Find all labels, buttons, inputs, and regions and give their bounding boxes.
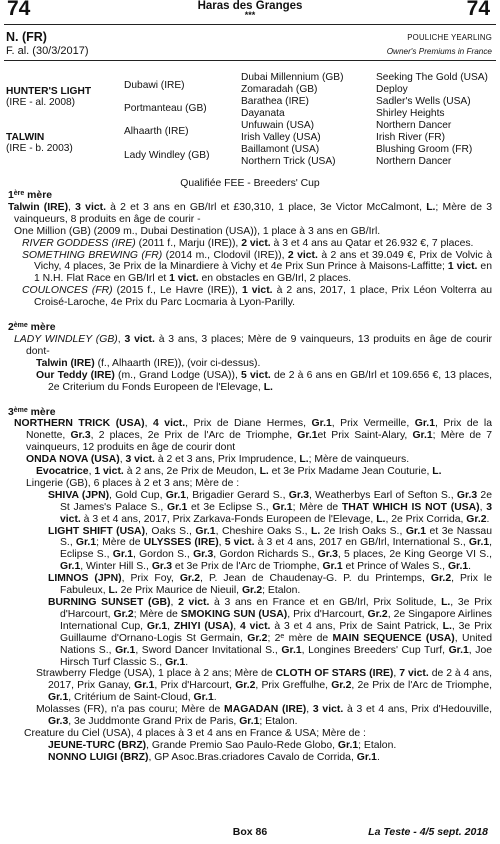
third-dam-grandproduce-1: SHIVA (JPN), Gold Cup, Gr.1, Brigadier Gerard S., Gr.3, Weatherbys Earl of Sefton S., Gr.3 2e St James's Palace S., Gr.1 et 3e Eclipse S., Gr.1; Mère de THAT WHICH IS NOT (USA), 3 vict. à 3 et 4 ans, 2017, Prix Zarkava-Fonds Europeen de l'Elevage, L., 2e Prix Corrida, Gr.2. [48,489,493,525]
pedigree-gen4-1: Seeking The Gold (USA) [376,72,488,83]
sire-name: HUNTER'S LIGHT [6,86,92,97]
third-dam-produce-3: Creature du Ciel (USA), 4 places à 3 et 4 ans en France & USA; Mère de : [24,727,366,739]
pedigree-gen4-2: Deploy [376,84,408,95]
pedigree-gen4-6: Irish River (FR) [376,132,446,143]
third-dam-produce-2-note: Lingerie (GB), 6 places à 2 et 3 ans; Mère de : [26,477,240,489]
third-dam-grandproduce-8: NONNO LUIGI (BRZ), GP Asoc.Bras.criadores Cavalo de Corrida, Gr.1. [48,751,380,763]
second-dam-produce-2: Our Teddy (IRE) (m., Grand Lodge (USA)), 5 vict. de 2 à 6 ans en GB/Irl et 109.656 €, 13 places, 2e Criterium du Fonds Europeen de l'Elevage, L. [36,369,492,393]
third-dam-grandproduce-3: LIMNOS (JPN), Prix Foy, Gr.2, P. Jean de Chaudenay-G. P. du Printemps, Gr.2, Prix le Fabuleux, L. 2e Prix Maurice de Nieuil, Gr.2; Etalon. [48,573,492,597]
stud-name: Haras des Granges [197,0,303,12]
pedigree-gen3-5: Unfuwain (USA) [241,120,315,131]
first-dam-produce-3: SOMETHING BREWING (FR) (2014 m., Clodovil (IRE)), 2 vict. à 2 ans et 39.049 €, Prix de Volvic à Vichy, 4 places, 3e Prix de la Minardiere à Vichy et 4e Prix Sun Prince à Maisons-Laffitte; 1 vict. en 1 N.H. Flat Race en GB/Irl et 1 vict. en obstacles en GB/Irl, 2 places. [22,249,492,285]
sale-location-date: La Teste - 4/5 sept. 2018 [368,826,488,838]
pedigree-gen3-4: Dayanata [241,108,285,119]
third-dam-grandproduce-5: Strawberry Fledge (USA), 1 place à 2 ans; Mère de CLOTH OF STARS (IRE), 7 vict. de 2 à 4 ans, 2017, Prix Ganay, Gr.1, Prix d'Harcourt, Gr.2, Prix Greffulhe, Gr.2, 2e Prix de l'Arc de Triomphe, Gr.1, Critérium de Saint-Cloud, Gr.1. [36,668,493,704]
third-dam-grandproduce-4: BURNING SUNSET (GB), 2 vict. à 3 ans en France et en GB/Irl, Prix Solitude, L., 3e Prix d'Harcourt, Gr.2; Mère de SMOKING SUN (USA), Prix d'Harcourt, Gr.2, 2e Singapore Airlines International Cup, Gr.1, ZHIYI (USA), 4 vict. à 3 et 4 ans, Prix de Saint Patrick, L., 3e Prix Guillaume d'Ornano-Logis St Germain, Gr.2; 2e mère de MAIN SEQUENCE (USA), United Nations S., Gr.1, Sword Dancer Invitational S., Gr.1, Longines Breeders' Cup Turf, Gr.1, Joe Hirsch Turf Classic S., Gr.1. [48,597,492,668]
pedigree-gen3-1: Dubai Millennium (GB) [241,72,344,83]
pedigree-gen4-3: Sadler's Wells (USA) [376,96,471,107]
page-header [4,0,496,22]
pedigree-gen4-4: Shirley Heights [376,108,445,119]
pedigree-table [0,68,500,168]
third-dam-grandproduce-7: JEUNE-TURC (BRZ), Grande Premio Sao Paulo-Rede Globo, Gr.1; Etalon. [48,739,397,751]
second-dam-produce-1: Talwin (IRE) (f., Alhaarth (IRE)), (voir ci-dessus). [36,357,261,369]
third-dam-produce-1: ONDA NOVA (USA), 3 vict. à 2 et 3 ans, Prix Imprudence, L.; Mère de vainqueurs. [26,454,410,466]
pedigree-gen3-2: Zomaradah (GB) [241,84,318,95]
first-dam-produce-2: RIVER GODDESS (IRE) (2011 f., Marju (IRE)), 2 vict. à 3 et 4 ans au Qatar et 26.932 €, 7 places. [22,237,474,249]
pedigree-gen2-4: Lady Windley (GB) [124,150,210,161]
horse-category: POULICHE YEARLING [407,33,492,42]
pedigree-gen3-8: Northern Trick (USA) [241,156,336,167]
qualification-line: Qualifiée FEE - Breeders' Cup [180,178,320,189]
second-dam-entry: LADY WINDLEY (GB), 3 vict. à 3 ans, 3 places; Mère de 9 vainqueurs, 13 produits en âge de courir dont- [14,333,492,357]
horse-name: N. (FR) [6,30,47,44]
first-dam-entry: Talwin (IRE), 3 vict. à 2 et 3 ans en GB/Irl et £30,310, 1 place, 3e Victor McCalmont, L.; Mère de 3 vainqueurs, 8 produits en âge de courir - [8,201,492,225]
third-dam-grandproduce-6: Molasses (FR), n'a pas couru; Mère de MAGADAN (IRE), 3 vict. à 3 et 4 ans, Prix d'Hedouville, Gr.3, 3e Juddmonte Grand Prix de Paris, Gr.1; Etalon. [36,704,493,728]
third-dam-title: 3ème mère [8,406,56,418]
dam-description: (IRE - b. 2003) [6,143,73,154]
horse-description: F. al. (30/3/2017) [6,45,89,57]
stud-stars: *** [244,10,256,20]
third-dam-produce-2: Evocatrice, 1 vict. à 2 ans, 2e Prix de Meudon, L. et 3e Prix Madame Jean Couturie, L. [36,466,442,478]
page-footer [4,827,496,841]
third-dam-grandproduce-2: LIGHT SHIFT (USA), Oaks S., Gr.1, Cheshire Oaks S., L. 2e Irish Oaks S., Gr.1 et 3e Nassau S., Gr.1; Mère de ULYSSES (IRE), 5 vict. à 3 et 4 ans, 2017 en GB/Irl, International S., Gr.1, Eclipse S., Gr.1, Gordon S., Gr.3, Gordon Richards S., Gr.3, 5 places, 2e King George VI S., Gr.1, Winter Hill S., Gr.3 et 3e Prix de l'Arc de Triomphe, Gr.1 et Prince of Wales S., Gr.1. [48,525,492,573]
third-dam-entry: NORTHERN TRICK (USA), 4 vict., Prix de Diane Hermes, Gr.1, Prix Vermeille, Gr.1, Prix de la Nonette, Gr.3, 2 places, 2e Prix de l'Arc de Triomphe, Gr.1et Prix Saint-Alary, Gr.1; Mère de 7 vainqueurs, 12 produits en âge de courir dont [14,418,493,454]
pedigree-gen4-7: Blushing Groom (FR) [376,144,473,155]
dam-name: TALWIN [6,132,45,143]
owners-premiums: Owner's Premiums in France [386,47,492,56]
box-number: Box 86 [232,826,268,838]
pedigree-gen3-6: Irish Valley (USA) [241,132,321,143]
family-text [8,190,492,764]
pedigree-gen3-3: Barathea (IRE) [241,96,309,107]
pedigree-gen2-1: Dubawi (IRE) [124,80,185,91]
pedigree-gen2-2: Portmanteau (GB) [124,103,207,114]
header-rule [4,24,496,25]
second-dam-title: 2ème mère [8,322,56,334]
pedigree-top-rule [4,60,496,61]
first-dam-produce-4: COULONCES (FR) (2015 f., Le Havre (IRE)), 1 vict. à 2 ans, 2017, 1 place, Prix Léon Volterra au Croisé-Laroche, 4e Prix du Parc Locmaria à Lyon-Parilly. [22,285,492,309]
sire-description: (IRE - al. 2008) [6,97,76,108]
first-dam-produce-1: One Million (GB) (2009 m., Dubai Destination (USA)), 1 place à 3 ans en GB/Irl. [14,225,381,237]
pedigree-gen3-7: Baillamont (USA) [241,144,320,155]
pedigree-gen4-5: Northern Dancer [376,120,452,131]
lot-number-left: 74 [7,0,31,20]
pedigree-gen2-3: Alhaarth (IRE) [124,126,189,137]
first-dam-title: 1ère mère [8,190,53,201]
pedigree-gen4-8: Northern Dancer [376,156,452,167]
lot-number-right: 74 [466,0,490,20]
